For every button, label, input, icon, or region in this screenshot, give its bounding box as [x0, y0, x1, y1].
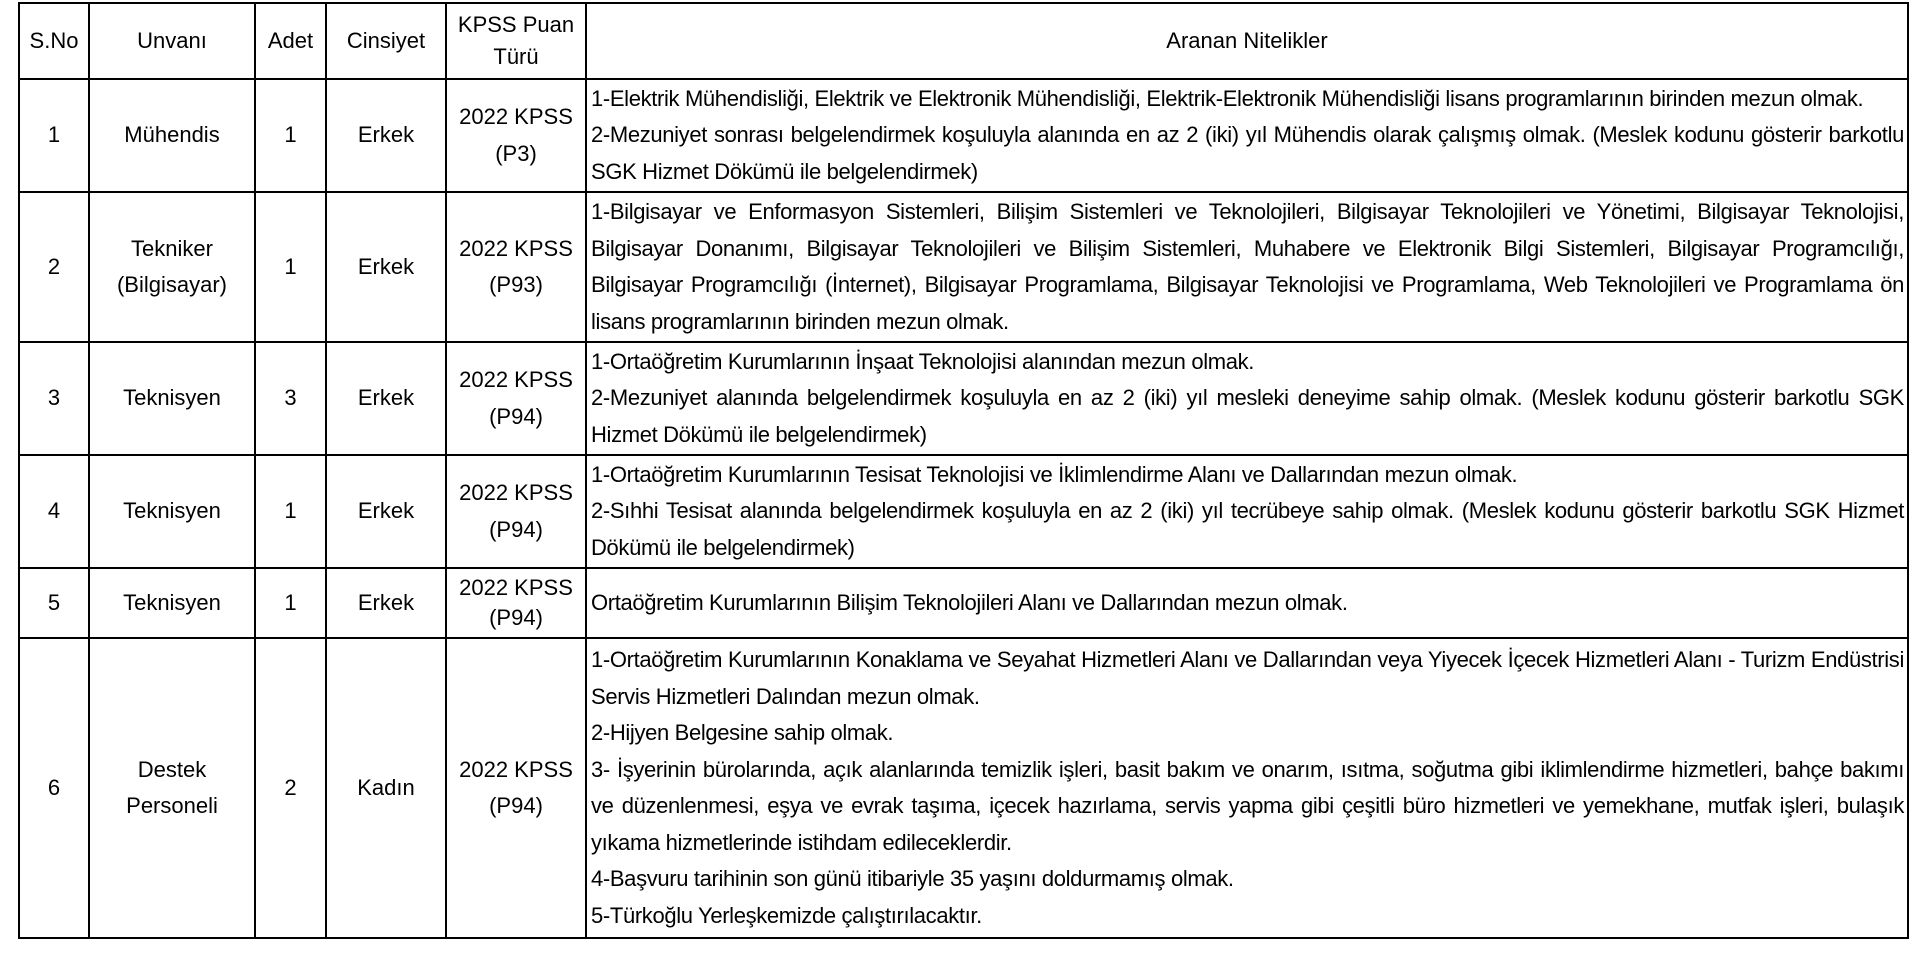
cell-kpss: 2022 KPSS (P94)	[446, 638, 586, 938]
cell-nitelikler	[586, 79, 1908, 192]
requirement-line: 3- İşyerinin bürolarında, açık alanlarında temizlik işleri, basit bakım ve onarım, ısıtma, soğutma gibi iklimlendirme hizmetleri, bahçe bakımı ve düzenlenmesi, eşya ve evrak taşıma, içecek hazırlama, servis yapma gibi çeşitli büro hizmetleri ve yemekhane, mutfak işleri, bulaşık yıkama hizmetlerinde istihdam edileceklerdir.	[591, 756, 1904, 855]
cell-nitelikler	[586, 638, 1908, 938]
table-header-row	[19, 3, 1908, 79]
cell-adet: 1	[255, 568, 326, 638]
cell-unvan: Teknisyen	[89, 568, 255, 638]
cell-sno: 1	[19, 79, 89, 192]
requirement-line: 4-Başvuru tarihinin son günü itibariyle 35 yaşını doldurmamış olmak.	[591, 866, 1234, 891]
table-row	[19, 568, 1908, 638]
cell-sno: 5	[19, 568, 89, 638]
requirement-line: Ortaöğretim Kurumlarının Bilişim Teknolojileri Alanı ve Dallarından mezun olmak.	[591, 589, 1348, 615]
table-row	[19, 455, 1908, 568]
cell-kpss: 2022 KPSS (P93)	[446, 192, 586, 342]
cell-kpss: 2022 KPSS (P3)	[446, 79, 586, 192]
requirement-line: 1-Ortaöğretim Kurumlarının Tesisat Teknolojisi ve İklimlendirme Alanı ve Dallarından mezun olmak.	[591, 461, 1518, 487]
cell-unvan: Teknisyen	[89, 342, 255, 455]
requirement-line: 1-Elektrik Mühendisliği, Elektrik ve Elektronik Mühendisliği, Elektrik-Elektronik Mühendisliği lisans programlarının birinden mezun olmak.	[591, 85, 1864, 111]
requirement-line: 2-Mezuniyet alanında belgelendirmek koşuluyla en az 2 (iki) yıl mesleki deneyime sahip olmak. (Meslek kodunu gösterir barkotlu SGK Hizmet Dökümü ile belgelendirmek)	[591, 385, 1904, 447]
cell-nitelikler	[586, 192, 1908, 342]
cell-adet: 3	[255, 342, 326, 455]
requirement-line: 2-Hijyen Belgesine sahip olmak.	[591, 720, 894, 745]
cell-unvan: Tekniker (Bilgisayar)	[89, 192, 255, 342]
header-adet: Adet	[255, 3, 326, 79]
cell-sno: 4	[19, 455, 89, 568]
cell-kpss: 2022 KPSS (P94)	[446, 342, 586, 455]
requirement-line: 1-Ortaöğretim Kurumlarının İnşaat Teknolojisi alanından mezun olmak.	[591, 348, 1255, 374]
cell-adet: 1	[255, 192, 326, 342]
cell-kpss: 2022 KPSS (P94)	[446, 568, 586, 638]
cell-kpss: 2022 KPSS (P94)	[446, 455, 586, 568]
cell-adet: 1	[255, 455, 326, 568]
cell-nitelikler	[586, 568, 1908, 638]
cell-sno: 2	[19, 192, 89, 342]
requirement-line: 1-Bilgisayar ve Enformasyon Sistemleri, Bilişim Sistemleri ve Teknolojileri, Bilgisayar Teknolojileri ve Yönetimi, Bilgisayar Teknolojisi, Bilgisayar Donanımı, Bilgisayar Teknolojileri ve Bilişim Sistemleri, Muhabere ve Elektronik Bilgi Sistemleri, Bilgisayar Programcılığı, Bilgisayar Programcılığı (İnternet), Bilgisayar Programlama, Bilgisayar Teknolojisi ve Programlama, Web Teknolojileri ve Programlama ön lisans programlarının birinden mezun olmak.	[591, 199, 1904, 334]
cell-sno: 3	[19, 342, 89, 455]
header-kpss: KPSS Puan Türü	[446, 3, 586, 79]
requirement-line: 2-Sıhhi Tesisat alanında belgelendirmek koşuluyla en az 2 (iki) yıl tecrübeye sahip olmak. (Meslek kodunu gösterir barkotlu SGK Hizmet Dökümü ile belgelendirmek)	[591, 498, 1904, 560]
table-row	[19, 79, 1908, 192]
job-requirements-table	[18, 2, 1909, 939]
cell-cinsiyet: Erkek	[326, 79, 446, 192]
table-row	[19, 342, 1908, 455]
header-nitelikler: Aranan Nitelikler	[586, 3, 1908, 79]
table-row	[19, 192, 1908, 342]
requirement-line: 2-Mezuniyet sonrası belgelendirmek koşuluyla alanında en az 2 (iki) yıl Mühendis olarak çalışmış olmak. (Meslek kodunu gösterir barkotlu SGK Hizmet Dökümü ile belgelendirmek)	[591, 122, 1904, 184]
cell-unvan: Mühendis	[89, 79, 255, 192]
table-row	[19, 638, 1908, 938]
header-unvan: Unvanı	[89, 3, 255, 79]
cell-cinsiyet: Erkek	[326, 568, 446, 638]
requirement-line: 5-Türkoğlu Yerleşkemizde çalıştırılacaktır.	[591, 902, 982, 928]
cell-nitelikler	[586, 342, 1908, 455]
header-cinsiyet: Cinsiyet	[326, 3, 446, 79]
requirement-line: 1-Ortaöğretim Kurumlarının Konaklama ve Seyahat Hizmetleri Alanı ve Dallarından veya Yiyecek İçecek Hizmetleri Alanı - Turizm Endüstrisi Servis Hizmetleri Dalından mezun olmak.	[591, 647, 1904, 709]
cell-unvan: Destek Personeli	[89, 638, 255, 938]
header-sno: S.No	[19, 3, 89, 79]
cell-cinsiyet: Erkek	[326, 342, 446, 455]
cell-unvan: Teknisyen	[89, 455, 255, 568]
cell-cinsiyet: Erkek	[326, 192, 446, 342]
cell-cinsiyet: Erkek	[326, 455, 446, 568]
cell-cinsiyet: Kadın	[326, 638, 446, 938]
cell-adet: 2	[255, 638, 326, 938]
cell-sno: 6	[19, 638, 89, 938]
cell-nitelikler	[586, 455, 1908, 568]
cell-adet: 1	[255, 79, 326, 192]
